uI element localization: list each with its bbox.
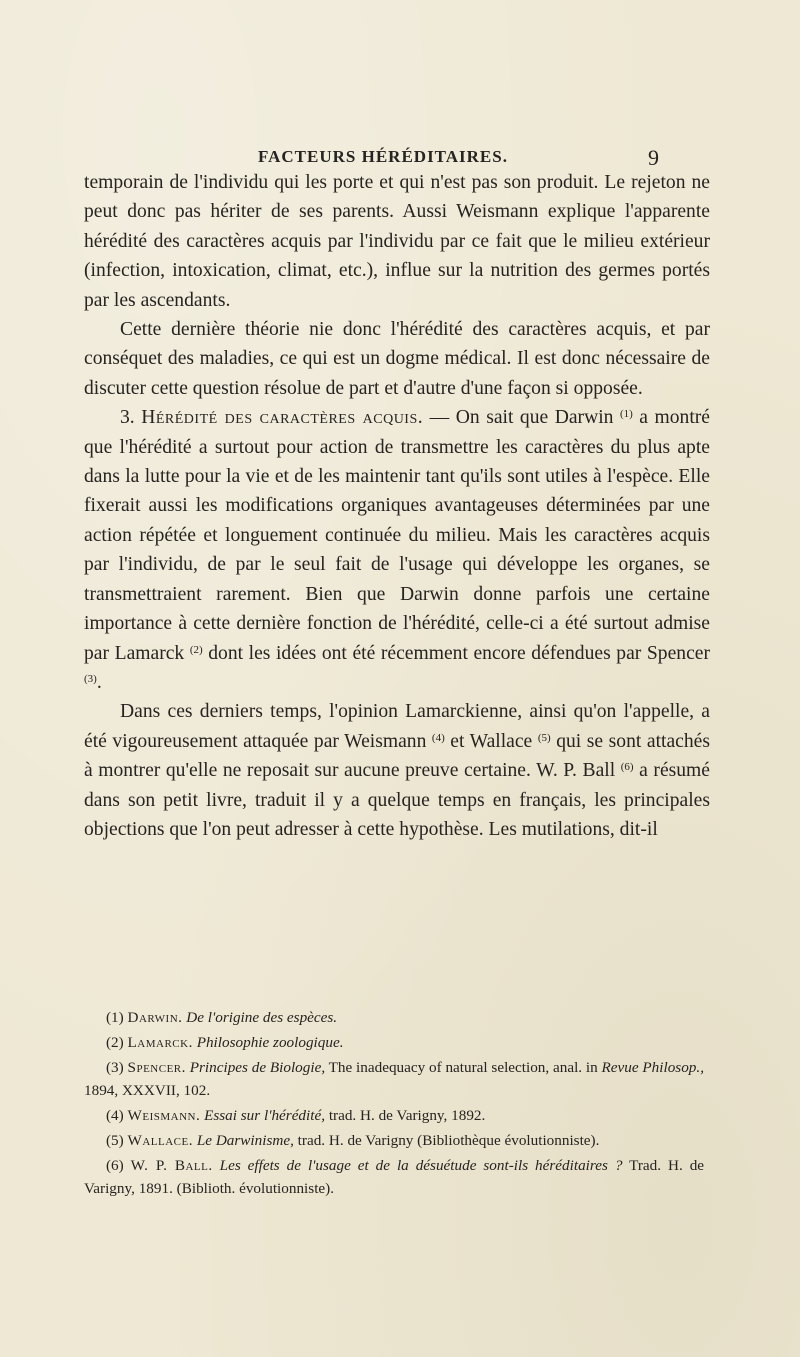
footnote-number: (3) [106,1059,124,1076]
footnote-number: (5) [106,1132,124,1149]
paragraph-1-text: temporain de l'individu qui les porte et qui n'est pas son produit. Le rejeton ne peut donc pas hériter de ses parents. Aussi Weismann explique l'apparente hérédité des caractères acquis par l'individu par ce fait que le milieu extérieur (infection, intoxication, climat, etc.), influe sur la nutrition des germes portés par les ascendants. [84,172,710,311]
footnote-text: Trad. H. de Varigny, 1891. (Biblioth. évolutionniste). [84,1157,705,1197]
footnote-text: trad. H. de Varigny, 1892. [325,1107,486,1124]
paragraph-4-text: a résumé dans son petit livre, traduit il y a quelque temps en français, les principales objections que l'on peut adresser à cette hypothèse. Les mutilations, dit-il [84,760,710,840]
section-number: 3. [120,407,135,429]
footnote-author: Wallace. [127,1132,194,1149]
footnote-3 [84,1056,704,1102]
footnote-text: 1894, XXXVII, 102. [84,1082,211,1099]
footnote-author: W. P. Ball. [130,1157,213,1174]
footnote-5 [84,1129,704,1152]
footnote-title: Le Darwinisme, [196,1132,294,1149]
paragraph-3-text: . [96,671,102,693]
footnote-title: Principes de Biologie, [189,1059,326,1076]
footnote-title: Essai sur l'hérédité, [204,1107,326,1124]
footnote-ref-4: (4) [431,731,445,744]
footnote-number: (2) [106,1034,124,1051]
footnote-author: Weismann. [127,1107,201,1124]
paragraph-4-text: qui se sont attachés à montrer qu'elle ne reposait sur aucune preuve certaine. W. P. Ball [84,730,710,782]
paragraph-4-text: et Wallace [444,730,538,752]
paragraph-4 [84,697,710,844]
paragraph-3 [84,403,710,697]
footnote-title: De l'origine des espèces. [186,1009,338,1026]
paragraph-2 [84,315,710,403]
footnote-author: Lamarck. [127,1034,193,1051]
footnote-2 [84,1031,704,1054]
page-number: 9 [648,145,659,170]
footnote-journal: Revue Philosop., [601,1059,704,1076]
footnote-author: Spencer. [127,1059,186,1076]
footnote-number: (6) [106,1157,124,1174]
footnote-title: Les effets de l'usage et de la désuétude sont-ils héréditaires ? [219,1157,623,1174]
footnote-title: Philosophie zoologique. [196,1034,344,1051]
paragraph-4-text: Dans ces derniers temps, l'opinion Lamarckienne, ainsi qu'on l'appelle, a été vigoureusement attaquée par Weismann [84,701,710,752]
footnotes [84,1006,704,1202]
paragraph-2-text: Cette dernière théorie nie donc l'hérédité des caractères acquis, et par conséquet des maladies, ce qui est un dogme médical. Il est donc nécessaire de discuter cette question résolue de part et d'autre d'une façon si opposée. [84,319,710,399]
footnote-4 [84,1104,704,1127]
footnote-ref-5: (5) [537,731,551,744]
footnote-ref-2: (2) [189,643,203,656]
body-text [84,168,710,844]
footnote-number: (1) [106,1009,124,1026]
paragraph-3-text: dont les idées ont été récemment encore défendues par Spencer [202,642,711,664]
footnote-number: (4) [106,1107,124,1124]
footnote-author: Darwin. [127,1009,183,1026]
running-title: FACTEURS HÉRÉDITAIRES. [258,147,508,166]
footnote-ref-6: (6) [620,761,634,774]
footnote-ref-1: (1) [619,408,633,421]
footnote-6 [84,1154,704,1200]
footnote-ref-3: (3) [84,672,97,685]
footnote-1 [84,1006,704,1029]
section-heading: Hérédité des caractères acquis. [141,407,424,429]
paragraph-1 [84,168,710,315]
footnote-text: trad. H. de Varigny (Bibliothèque évolutionniste). [293,1132,600,1149]
footnote-text: The inadequacy of natural selection, anal. in [325,1059,602,1076]
paragraph-3-text: a montré que l'hérédité a surtout pour action de transmettre les caractères du plus apte dans la lutte pour la vie et de les maintenir tant qu'ils sont utiles à l'espèce. Elle fixerait aussi les modifications organiques avantageuses déterminées par une action répétée et longuement continuée du milieu. Mais les caractères acquis par l'individu, de par le seul fait de l'usage qui développe les organes, se transmettraient rarement. Bien que Darwin donne parfois une certaine importance à cette dernière fonction de l'hérédité, celle-ci a été surtout admise par Lamarck [84,407,710,664]
paragraph-3-text: — On sait que Darwin [423,407,620,429]
